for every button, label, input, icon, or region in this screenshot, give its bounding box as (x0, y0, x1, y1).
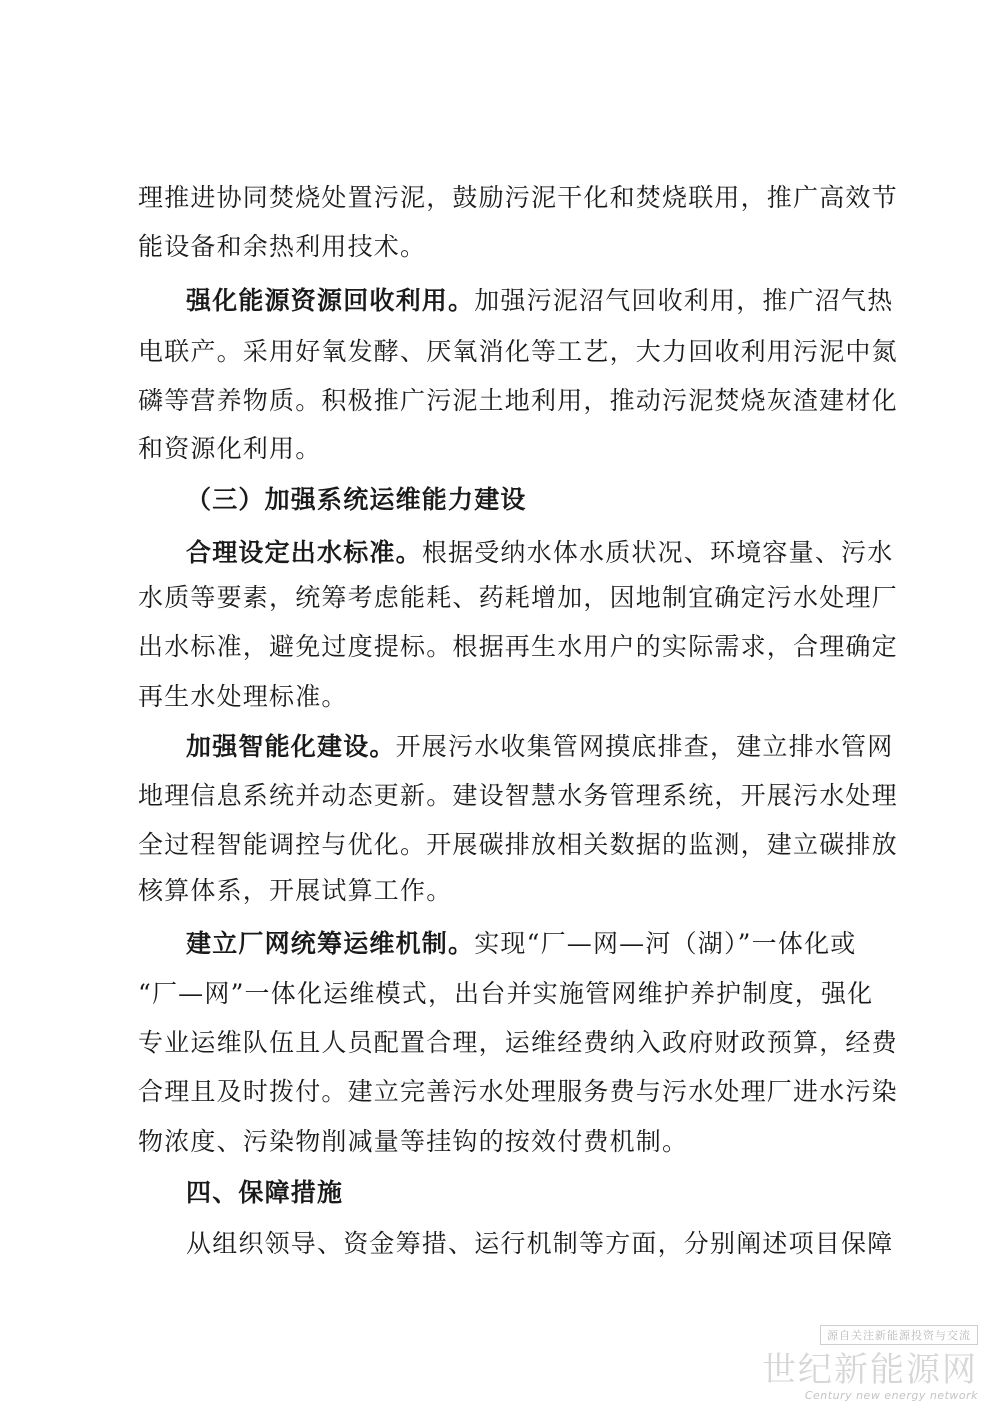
section-heading: 四、保障措施 (186, 1178, 344, 1207)
paragraph-first-line (186, 732, 894, 762)
paragraph-text: 实现“厂—网—河（湖）”一体化或 (474, 929, 857, 958)
paragraph-text: 开展污水收集管网摸底排查，建立排水管网 (395, 732, 894, 761)
paragraph-line: “厂—网”一体化运维模式，出台并实施管网维护养护制度，强化 (138, 979, 874, 1008)
paragraph-line: 核算体系，开展试算工作。 (138, 876, 453, 905)
paragraph-first-line: 从组织领导、资金筹措、运行机制等方面，分别阐述项目保障 (186, 1229, 894, 1258)
paragraph-text: 加强污泥沼气回收利用，推广沼气热 (474, 286, 894, 315)
paragraph-lead: 合理设定出水标准。 (186, 538, 422, 567)
watermark-logo-text: 世纪新能源网 (762, 1350, 978, 1390)
paragraph-first-line (186, 929, 868, 959)
paragraph-line: 全过程智能调控与优化。开展碳排放相关数据的监测，建立碳排放 (138, 830, 898, 859)
paragraph-line: 能设备和余热利用技术。 (138, 232, 427, 261)
watermark-tagline: 源自关注新能源投资与交流 (820, 1325, 978, 1345)
section-heading: （三）加强系统运维能力建设 (186, 485, 527, 514)
paragraph-lead: 强化能源资源回收利用。 (186, 286, 475, 315)
paragraph-line: 专业运维队伍且人员配置合理，运维经费纳入政府财政预算，经费 (138, 1028, 898, 1057)
paragraph-line: 理推进协同焚烧处置污泥，鼓励污泥干化和焚烧联用，推广高效节 (138, 183, 898, 212)
watermark-subtitle: Century new energy network (804, 1389, 978, 1402)
paragraph-line: 物浓度、污染物削减量等挂钩的按效付费机制。 (138, 1127, 689, 1156)
site-watermark (758, 1324, 978, 1402)
paragraph-lead: 加强智能化建设。 (186, 732, 396, 761)
paragraph-line: 电联产。采用好氧发酵、厌氧消化等工艺，大力回收利用污泥中氮 (138, 337, 898, 366)
paragraph-line: 出水标准，避免过度提标。根据再生水用户的实际需求，合理确定 (138, 632, 898, 661)
paragraph-line: 再生水处理标准。 (138, 682, 348, 711)
paragraph-first-line (186, 538, 894, 568)
paragraph-text: 根据受纳水体水质状况、环境容量、污水 (421, 538, 894, 567)
paragraph-line: 地理信息系统并动态更新。建设智慧水务管理系统，开展污水处理 (138, 781, 898, 810)
paragraph-line: 和资源化利用。 (138, 434, 322, 463)
paragraph-line: 水质等要素，统筹考虑能耗、药耗增加，因地制宜确定污水处理厂 (138, 583, 898, 612)
paragraph-lead: 建立厂网统筹运维机制。 (186, 929, 475, 958)
paragraph-line: 合理且及时拨付。建立完善污水处理服务费与污水处理厂进水污染 (138, 1077, 898, 1106)
paragraph-first-line (186, 286, 894, 316)
paragraph-line: 磷等营养物质。积极推广污泥土地利用，推动污泥焚烧灰渣建材化 (138, 386, 898, 415)
